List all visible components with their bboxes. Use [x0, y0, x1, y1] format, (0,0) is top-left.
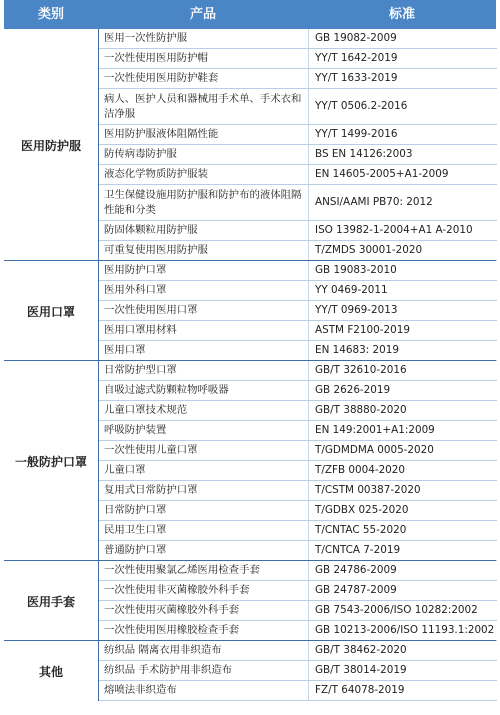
- table-row: [99, 49, 497, 69]
- table-row: [99, 241, 497, 261]
- category-items: [98, 361, 497, 561]
- standard-cell: GB/T 38880-2020: [315, 404, 407, 416]
- standard-cell: T/ZMDS 30001-2020: [315, 244, 423, 256]
- standard-cell: ANSI/AAMI PB70: 2012: [315, 196, 433, 208]
- product-cell: 民用卫生口罩: [99, 521, 309, 540]
- category-group: [4, 29, 496, 261]
- standard-cell: T/CSTM 00387-2020: [315, 484, 421, 496]
- category-cell: 医用手套: [26, 594, 75, 609]
- product-cell: 一次性使用医用防护鞋套: [99, 69, 309, 88]
- product-cell: 可重复使用医用防护服: [99, 241, 309, 260]
- category-cell: 医用口罩: [26, 304, 75, 319]
- product-cell: 一次性使用灭菌橡胶外科手套: [99, 601, 309, 620]
- product-cell: 一次性使用医用防护帽: [99, 49, 309, 68]
- standard-cell: GB/T 38462-2020: [315, 644, 407, 656]
- table-row: [99, 221, 497, 241]
- table-row: [99, 521, 497, 541]
- standard-cell: T/CNTCA 7-2019: [315, 544, 401, 556]
- standard-cell: T/GDMDMA 0005-2020: [315, 444, 434, 456]
- standard-cell: GB/T 38014-2019: [315, 664, 407, 676]
- product-cell: 日常防护口罩: [99, 501, 309, 520]
- product-cell: 儿童口罩技术规范: [99, 401, 309, 420]
- standard-cell: GB 24786-2009: [315, 564, 397, 576]
- standard-cell: GB 24787-2009: [315, 584, 397, 596]
- table-row: [99, 541, 497, 561]
- table-row: [99, 145, 497, 165]
- table-row: [99, 125, 497, 145]
- standard-cell: T/ZFB 0004-2020: [315, 464, 406, 476]
- product-cell: 医用外科口罩: [99, 281, 309, 300]
- category-group: [4, 641, 496, 701]
- header-standard: 标准: [388, 7, 415, 22]
- standard-cell: GB 2626-2019: [315, 384, 391, 396]
- table-row: [99, 301, 497, 321]
- standard-cell: T/GDBX 025-2020: [315, 504, 409, 516]
- standard-cell: GB 10213-2006/ISO 11193.1:2002: [315, 624, 495, 636]
- product-cell: 儿童口罩: [99, 461, 309, 480]
- table-row: [99, 89, 497, 125]
- standard-cell: GB/T 32610-2016: [315, 364, 407, 376]
- table-row: [99, 501, 497, 521]
- standard-cell: ASTM F2100-2019: [315, 324, 410, 336]
- table-row: [99, 185, 497, 221]
- standard-cell: T/CNTAC 55-2020: [315, 524, 407, 536]
- table-row: [99, 561, 497, 581]
- table-row: [99, 581, 497, 601]
- standard-cell: GB 7543-2006/ISO 10282:2002: [315, 604, 478, 616]
- standard-cell: BS EN 14126:2003: [315, 148, 413, 160]
- standard-cell: YY/T 1499-2016: [315, 128, 398, 140]
- product-cell: 防传病毒防护服: [99, 145, 309, 164]
- table-row: [99, 381, 497, 401]
- table-row: [99, 481, 497, 501]
- product-cell: 呼吸防护装置: [99, 421, 309, 440]
- standard-cell: YY/T 0969-2013: [315, 304, 398, 316]
- header-product: 产品: [189, 7, 216, 22]
- category-cell: 一般防护口罩: [14, 454, 87, 469]
- standard-cell: EN 14683: 2019: [315, 344, 399, 356]
- table-row: [99, 401, 497, 421]
- standard-cell: GB 19083-2010: [315, 264, 397, 276]
- table-row: [99, 681, 497, 701]
- product-cell: 普通防护口罩: [99, 541, 309, 560]
- table-row: [99, 641, 497, 661]
- product-cell: 日常防护型口罩: [99, 361, 309, 380]
- product-cell: 一次性使用聚氯乙烯医用检查手套: [99, 561, 309, 580]
- group-divider: [4, 640, 496, 641]
- standard-cell: YY/T 1642-2019: [315, 52, 398, 64]
- table-row: [99, 661, 497, 681]
- table-row: [99, 165, 497, 185]
- standard-cell: YY/T 1633-2019: [315, 72, 398, 84]
- table-row: [99, 361, 497, 381]
- product-cell: 一次性使用非灭菌橡胶外科手套: [99, 581, 309, 600]
- header-category: 类别: [37, 7, 64, 22]
- product-cell: 防固体颗粒用防护服: [99, 221, 309, 240]
- product-cell: 一次性使用儿童口罩: [99, 441, 309, 460]
- table-row: [99, 321, 497, 341]
- standard-cell: GB 19082-2009: [315, 32, 397, 44]
- product-cell: 一次性使用医用橡胶检查手套: [99, 621, 309, 640]
- standard-cell: ISO 13982-1-2004+A1 A-2010: [315, 224, 473, 236]
- group-divider: [4, 560, 496, 561]
- category-items: [98, 561, 497, 641]
- table-row: [99, 69, 497, 89]
- product-cell: 病人、医护人员和器械用手术单、手术衣和洁净服: [99, 89, 309, 124]
- product-cell: 医用口罩: [99, 341, 309, 360]
- product-cell: 医用一次性防护服: [99, 29, 309, 48]
- category-cell: 医用防护服: [20, 138, 81, 153]
- table-header: [4, 0, 496, 29]
- product-cell: 自吸过滤式防颗粒物呼吸器: [99, 381, 309, 400]
- product-cell: 一次性使用医用口罩: [99, 301, 309, 320]
- product-cell: 医用防护服液体阻隔性能: [99, 125, 309, 144]
- table-row: [99, 601, 497, 621]
- category-group: [4, 561, 496, 641]
- table-row: [99, 621, 497, 641]
- table-row: [99, 281, 497, 301]
- standard-cell: YY/T 0506.2-2016: [315, 100, 408, 112]
- category-items: [98, 29, 497, 261]
- standard-cell: YY 0469-2011: [315, 284, 388, 296]
- group-divider: [4, 260, 496, 261]
- product-cell: 医用防护口罩: [99, 261, 309, 280]
- table-row: [99, 261, 497, 281]
- product-cell: 熔喷法非织造布: [99, 681, 309, 700]
- product-cell: 纺织品 隔离衣用非织造布: [99, 641, 309, 660]
- product-cell: 液态化学物质防护服装: [99, 165, 309, 184]
- table-row: [99, 341, 497, 361]
- product-cell: 复用式日常防护口罩: [99, 481, 309, 500]
- category-items: [98, 641, 497, 701]
- category-items: [98, 261, 497, 361]
- category-cell: 其他: [38, 664, 63, 679]
- standard-cell: FZ/T 64078-2019: [315, 684, 405, 696]
- product-cell: 卫生保健设施用防护服和防护布的液体阻隔性能和分类: [99, 185, 309, 220]
- product-cell: 医用口罩用材料: [99, 321, 309, 340]
- table-row: [99, 461, 497, 481]
- category-group: [4, 361, 496, 561]
- table-row: [99, 421, 497, 441]
- table-row: [99, 441, 497, 461]
- category-group: [4, 261, 496, 361]
- table-row: [99, 29, 497, 49]
- standard-cell: EN 149:2001+A1:2009: [315, 424, 435, 436]
- product-cell: 纺织品 手术防护用非织造布: [99, 661, 309, 680]
- group-divider: [4, 360, 496, 361]
- standard-cell: EN 14605-2005+A1-2009: [315, 168, 449, 180]
